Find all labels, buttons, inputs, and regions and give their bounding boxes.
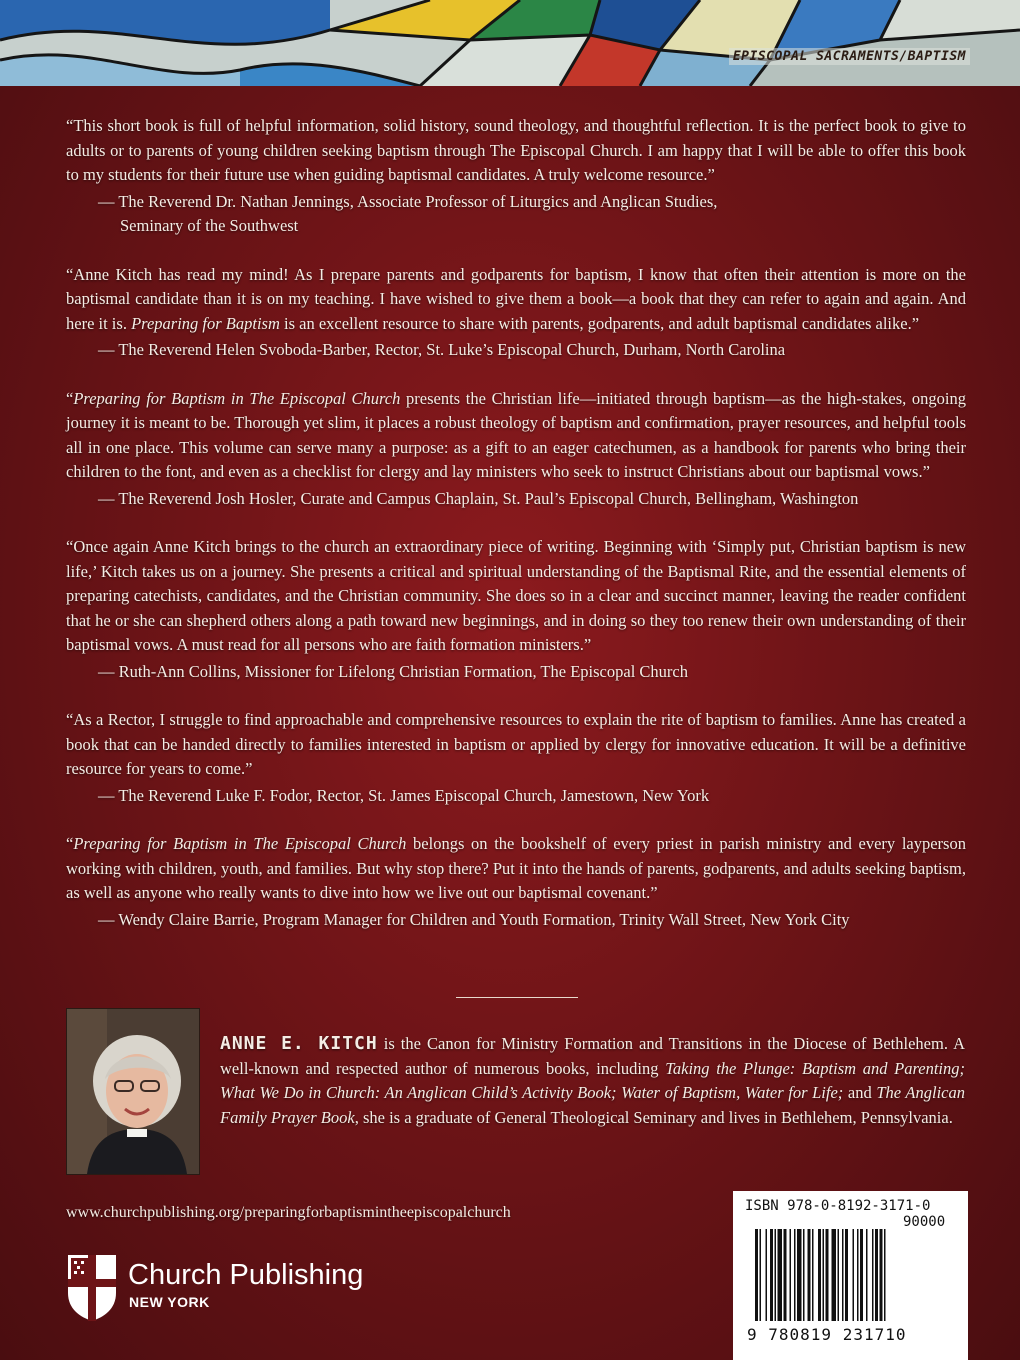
barcode-bar xyxy=(826,1229,829,1321)
series-label: EPISCOPAL SACRAMENTS/BAPTISM xyxy=(729,48,970,65)
quote-text-part: “ xyxy=(66,834,74,853)
barcode-bar xyxy=(875,1229,878,1321)
barcode-bars xyxy=(753,1229,953,1325)
barcode-bar xyxy=(770,1229,773,1321)
barcode-bar xyxy=(766,1229,768,1321)
barcode-bar xyxy=(790,1229,792,1321)
barcode-bar xyxy=(845,1229,848,1321)
quote-text-part: “ xyxy=(66,388,74,408)
quote-attribution: — Wendy Claire Barrie, Program Manager for Children and Youth Formation, Trinity Wall Street, New York City xyxy=(98,909,850,929)
endorsement-3 xyxy=(66,387,966,512)
barcode-bar xyxy=(797,1229,802,1321)
barcode-bar xyxy=(884,1229,886,1321)
endorsement-1 xyxy=(66,114,966,239)
publisher-city: NEW YORK xyxy=(129,1294,210,1310)
barcode-bar xyxy=(823,1229,825,1321)
book-title: The Anglican Family Prayer Book xyxy=(220,1083,965,1127)
endorsement-5 xyxy=(66,708,966,808)
barcode-bar xyxy=(794,1229,796,1321)
barcode-bar xyxy=(832,1229,837,1321)
barcode-bar xyxy=(880,1229,883,1321)
author-name: ANNE E. KITCH xyxy=(220,1033,378,1054)
bio-text: and xyxy=(843,1083,877,1102)
quote-text: “This short book is full of helpful information, solid history, sound theology, and thoughtful reflection. It is the perfect book to give to adults or to parents of young children seeking baptism through The Episcopal Church. I am happy that I will be able to offer this book to my students for their future use when guiding baptismal candidates. A truly welcome resource.” xyxy=(66,116,966,184)
barcode-bar xyxy=(808,1229,811,1321)
quote-text-part: presents the Christian life—initiated through baptism—as the high-stakes, ongoing journey it is meant to be. Thorough yet slim, it places a robust theology of baptism and confirmation, prayer resources, and helpful tools all in one place. This volume can serve many a purpose: as a gift to an eager catechumen, as a handbook for parents who bring their children to the font, and even as a checklist for clergy and lay ministers who seek to instruct Christians about our baptismal vows.” xyxy=(66,388,966,481)
quote-text-part: “Anne Kitch has read my mind! As I prepare parents and godparents for baptism, I know that often their attention is more on the baptismal candidate than it is on my teaching. I have wished to give them a book—a book that they can refer to again and again. And here it is. xyxy=(66,264,966,333)
book-title: Preparing for Baptism xyxy=(131,313,280,333)
publisher-name: Church Publishing xyxy=(128,1259,364,1291)
author-bio xyxy=(220,1032,965,1130)
barcode-bar xyxy=(812,1229,814,1321)
author-portrait xyxy=(67,1009,199,1174)
barcode-bar xyxy=(866,1229,868,1321)
section-divider xyxy=(456,997,578,998)
quote-attribution: — The Reverend Luke F. Fodor, Rector, St. James Episcopal Church, Jamestown, New York xyxy=(98,785,710,805)
barcode-bar xyxy=(784,1229,787,1321)
quote-text: “Once again Anne Kitch brings to the church an extraordinary piece of writing. Beginning with ‘Simply put, Christian baptism is new life,’ Kitch takes us on a journey. She presents a critical and spiritual understanding of the Baptismal Rite, and the essential elements of preparing catechists, candidates, and the Christian community. She does so in a clear and succinct manner, leaving the reader confident that he or she can shepherd others along a path toward new beginnings, and in doing so they too renew their own understanding of their baptismal vows. A must read for all persons who are faith formation ministers.” xyxy=(66,537,966,654)
quote-attribution-line-2: Seminary of the Southwest xyxy=(120,216,299,235)
endorsement-6 xyxy=(66,832,966,932)
barcode-bar xyxy=(842,1229,844,1321)
barcode-bar xyxy=(872,1229,874,1321)
book-title: Preparing for Baptism in The Episcopal Church xyxy=(73,388,401,408)
barcode-digits: 9 780819 231710 xyxy=(747,1325,907,1344)
website-link[interactable]: www.churchpublishing.org/preparingforbaptismintheepiscopalchurch xyxy=(66,1204,511,1221)
book-titles: Taking the Plunge: Baptism and Parenting; What We Do in Church: An Anglican Child’s Activity Book; Water of Baptism, Water for Life; xyxy=(220,1058,966,1102)
barcode-bar xyxy=(860,1229,863,1321)
quote-attribution: — The Reverend Josh Hosler, Curate and Campus Chaplain, St. Paul’s Episcopal Church, Bellingham, Washington xyxy=(98,488,859,508)
quote-text xyxy=(66,263,966,337)
book-title: Preparing for Baptism in The Episcopal Church xyxy=(73,834,407,853)
price-code: 90000 xyxy=(903,1214,946,1230)
barcode-bar xyxy=(803,1229,805,1321)
barcode-bar xyxy=(778,1229,783,1321)
barcode-bar xyxy=(755,1229,758,1321)
isbn-barcode xyxy=(733,1191,968,1360)
quote-attribution: — Ruth-Ann Collins, Missioner for Lifelong Christian Formation, The Episcopal Church xyxy=(98,661,688,681)
quote-text xyxy=(66,832,966,906)
quote-attribution: — The Reverend Dr. Nathan Jennings, Associate Professor of Liturgics and Anglican Studies, xyxy=(98,191,718,211)
quote-text-part: is an excellent resource to share with parents, godparents, and adult baptismal candidates alike.” xyxy=(279,313,920,333)
bio-text: is the Canon for Ministry Formation and Transitions in the Diocese of Bethlehem. A well-known and respected author of numerous books, including xyxy=(220,1034,965,1078)
endorsements xyxy=(66,114,966,956)
shield-cross-icon xyxy=(66,1253,118,1323)
quote-text xyxy=(66,387,966,485)
barcode-bar xyxy=(775,1229,777,1321)
stained-glass-art xyxy=(0,0,1020,86)
endorsement-2 xyxy=(66,263,966,363)
barcode-bar xyxy=(838,1229,840,1321)
barcode-bar xyxy=(818,1229,821,1321)
bio-text: , she is a graduate of General Theological Seminary and lives in Bethlehem, Pennsylvania. xyxy=(354,1107,953,1127)
quote-text: “As a Rector, I struggle to find approachable and comprehensive resources to explain the rite of baptism to families. Anne has created a book that can be handed directly to families interested in baptism or applied by clergy for innovative education. It will be a definitive resource for years to come.” xyxy=(66,710,966,778)
publisher-logo xyxy=(66,1253,396,1323)
stained-glass-banner xyxy=(0,0,1020,86)
barcode-bar xyxy=(853,1229,855,1321)
isbn-number: ISBN 978-0-8192-3171-0 xyxy=(745,1198,931,1214)
author-photo xyxy=(66,1008,200,1175)
quote-attribution: — The Reverend Helen Svoboda-Barber, Rector, St. Luke’s Episcopal Church, Durham, North Carolina xyxy=(98,340,786,359)
barcode-bar xyxy=(857,1229,859,1321)
endorsement-4 xyxy=(66,535,966,684)
quote-text-part: belongs on the bookshelf of every priest in parish ministry and every layperson working with children, youth, and families. But why stop there? Put it into the hands of parents, godparents, and adults seeking baptism, as well as anyone who really wants to dive into how we live out our baptismal covenant.” xyxy=(66,834,966,902)
barcode-bar xyxy=(760,1229,762,1321)
